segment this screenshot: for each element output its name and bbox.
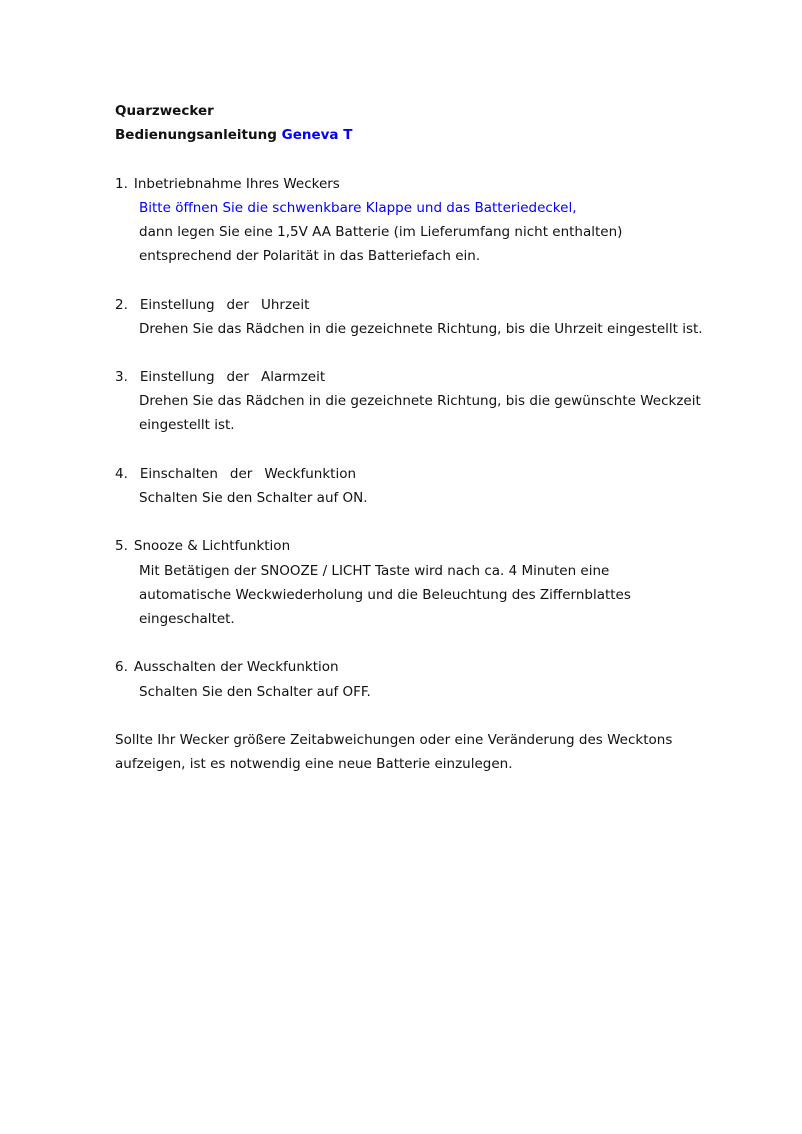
- heading-word: Einstellung: [139, 296, 215, 313]
- heading-word: Weckfunktion: [264, 465, 357, 482]
- subtitle-prefix: Bedienungsanleitung: [115, 127, 277, 144]
- spacer: [115, 510, 735, 534]
- model-name: Geneva T: [281, 127, 353, 144]
- section-number: 1.: [115, 175, 128, 192]
- section-number: 6.: [115, 659, 128, 676]
- footer-note-line: Sollte Ihr Wecker größere Zeitabweichungen oder eine Veränderung des Wecktons: [115, 731, 673, 748]
- spacer: [115, 631, 735, 655]
- section-4-heading: [115, 462, 735, 486]
- section-1-line: Bitte öffnen Sie die schwenkbare Klappe und das Batteriedeckel,: [139, 199, 577, 216]
- section-3-heading: [115, 365, 735, 389]
- heading-word: der: [226, 369, 249, 386]
- spacer: [115, 438, 735, 462]
- section-5-line: automatische Weckwiederholung und die Beleuchtung des Ziffernblattes: [139, 586, 631, 603]
- heading-word: Einstellung: [139, 369, 215, 386]
- section-1-heading: [115, 172, 735, 196]
- spacer: [115, 147, 735, 171]
- section-6-heading: [115, 655, 735, 679]
- heading-word: der: [226, 296, 249, 313]
- section-number: 2.: [115, 296, 128, 313]
- document-subtitle: [115, 123, 735, 147]
- footer-note-line: aufzeigen, ist es notwendig eine neue Batterie einzulegen.: [115, 756, 513, 773]
- heading-word: Einschalten: [139, 465, 218, 482]
- heading-word: Uhrzeit: [260, 296, 310, 313]
- section-5-line: eingeschaltet.: [139, 610, 235, 627]
- spacer: [115, 268, 735, 292]
- spacer: [115, 341, 735, 365]
- section-2-line: Drehen Sie das Rädchen in die gezeichnete Richtung, bis die Uhrzeit eingestellt ist.: [139, 320, 703, 337]
- section-6-line: Schalten Sie den Schalter auf OFF.: [139, 683, 371, 700]
- section-heading-text: Ausschalten der Weckfunktion: [133, 659, 339, 676]
- section-number: 5.: [115, 538, 128, 555]
- section-2-heading: [115, 293, 735, 317]
- section-heading-text: Snooze & Lichtfunktion: [133, 538, 291, 555]
- section-5-heading: [115, 534, 735, 558]
- section-3-line: Drehen Sie das Rädchen in die gezeichnete Richtung, bis die gewünschte Weckzeit: [139, 393, 701, 410]
- spacer: [115, 704, 735, 728]
- heading-word: der: [229, 465, 253, 482]
- section-number: 3.: [115, 369, 128, 386]
- heading-word: Alarmzeit: [260, 369, 326, 386]
- document-page: [115, 99, 735, 776]
- section-1-line: entsprechend der Polarität in das Batteriefach ein.: [139, 248, 481, 265]
- section-4-line: Schalten Sie den Schalter auf ON.: [139, 490, 368, 506]
- section-5-line: Mit Betätigen der SNOOZE / LICHT Taste wird nach ca. 4 Minuten eine: [139, 562, 610, 579]
- section-1-line: dann legen Sie eine 1,5V AA Batterie (im Lieferumfang nicht enthalten): [139, 223, 623, 240]
- document-title: Quarzwecker: [115, 103, 214, 119]
- section-heading-text: Inbetriebnahme Ihres Weckers: [133, 175, 340, 192]
- section-3-line: eingestellt ist.: [139, 417, 235, 434]
- section-number: 4.: [115, 465, 128, 482]
